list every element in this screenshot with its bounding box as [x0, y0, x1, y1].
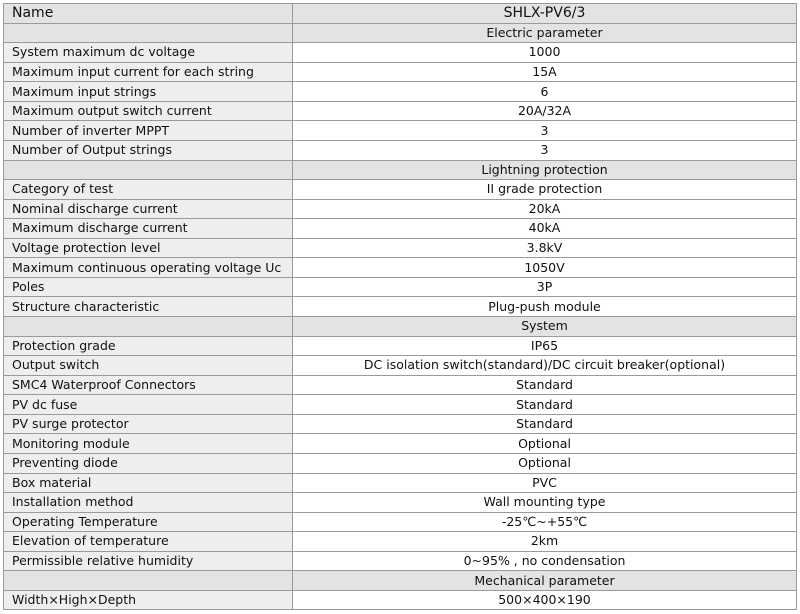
header-model-name: SHLX-PV6/3: [293, 4, 797, 24]
header-name-label: Name: [4, 4, 293, 24]
section-title: Lightning protection: [293, 160, 797, 180]
row-value: 1000: [293, 43, 797, 63]
row-label: Category of test: [4, 180, 293, 200]
row-value: Optional: [293, 434, 797, 454]
row-value: 3P: [293, 277, 797, 297]
row-label: Nominal discharge current: [4, 199, 293, 219]
section-blank-cell: [4, 23, 293, 43]
row-value: 6: [293, 82, 797, 102]
section-title: System: [293, 317, 797, 337]
row-value: PVC: [293, 473, 797, 493]
table-row: [4, 434, 797, 454]
row-value: 3: [293, 121, 797, 141]
row-label: Structure characteristic: [4, 297, 293, 317]
spec-table: [3, 3, 797, 610]
row-value: Optional: [293, 453, 797, 473]
row-value: 15A: [293, 62, 797, 82]
row-label: Maximum discharge current: [4, 219, 293, 239]
row-value: 0~95% , no condensation: [293, 551, 797, 571]
table-row: [4, 414, 797, 434]
section-header-row: [4, 23, 797, 43]
row-value: Plug-push module: [293, 297, 797, 317]
table-row: [4, 551, 797, 571]
section-blank-cell: [4, 317, 293, 337]
table-row: [4, 101, 797, 121]
table-row: [4, 297, 797, 317]
row-label: Preventing diode: [4, 453, 293, 473]
row-label: Number of inverter MPPT: [4, 121, 293, 141]
row-value: 20kA: [293, 199, 797, 219]
row-label: Monitoring module: [4, 434, 293, 454]
row-value: 20A/32A: [293, 101, 797, 121]
table-row: [4, 512, 797, 532]
row-label: Permissible relative humidity: [4, 551, 293, 571]
table-row: [4, 277, 797, 297]
section-header-row: [4, 160, 797, 180]
row-label: Maximum continuous operating voltage Uc: [4, 258, 293, 278]
row-value: Standard: [293, 395, 797, 415]
row-value: Standard: [293, 414, 797, 434]
row-value: IP65: [293, 336, 797, 356]
row-label: SMC4 Waterproof Connectors: [4, 375, 293, 395]
row-value: 3.8kV: [293, 238, 797, 258]
row-label: Operating Temperature: [4, 512, 293, 532]
table-row: [4, 82, 797, 102]
row-value: Wall mounting type: [293, 493, 797, 513]
row-value: 500×400×190: [293, 590, 797, 610]
row-value: 1050V: [293, 258, 797, 278]
row-label: Number of Output strings: [4, 140, 293, 160]
table-header-row: [4, 4, 797, 24]
row-value: 3: [293, 140, 797, 160]
table-row: [4, 258, 797, 278]
section-header-row: [4, 571, 797, 591]
row-label: Maximum output switch current: [4, 101, 293, 121]
table-row: [4, 336, 797, 356]
row-value: 2km: [293, 532, 797, 552]
section-blank-cell: [4, 571, 293, 591]
table-row: [4, 121, 797, 141]
table-row: [4, 395, 797, 415]
table-row: [4, 62, 797, 82]
row-label: Installation method: [4, 493, 293, 513]
table-row: [4, 140, 797, 160]
row-label: Protection grade: [4, 336, 293, 356]
row-label: Output switch: [4, 356, 293, 376]
row-label: Width×High×Depth: [4, 590, 293, 610]
spec-table-body: [4, 4, 797, 610]
row-label: PV dc fuse: [4, 395, 293, 415]
section-title: Mechanical parameter: [293, 571, 797, 591]
table-row: [4, 43, 797, 63]
row-label: System maximum dc voltage: [4, 43, 293, 63]
row-label: Poles: [4, 277, 293, 297]
table-row: [4, 219, 797, 239]
row-label: Maximum input strings: [4, 82, 293, 102]
table-row: [4, 238, 797, 258]
row-value: -25℃~+55℃: [293, 512, 797, 532]
row-label: Maximum input current for each string: [4, 62, 293, 82]
table-row: [4, 473, 797, 493]
row-value: 40kA: [293, 219, 797, 239]
section-header-row: [4, 317, 797, 337]
table-row: [4, 493, 797, 513]
table-row: [4, 180, 797, 200]
row-label: Elevation of temperature: [4, 532, 293, 552]
row-value: II grade protection: [293, 180, 797, 200]
section-blank-cell: [4, 160, 293, 180]
section-title: Electric parameter: [293, 23, 797, 43]
table-row: [4, 590, 797, 610]
table-row: [4, 199, 797, 219]
row-value: DC isolation switch(standard)/DC circuit breaker(optional): [293, 356, 797, 376]
table-row: [4, 375, 797, 395]
row-value: Standard: [293, 375, 797, 395]
table-row: [4, 356, 797, 376]
row-label: PV surge protector: [4, 414, 293, 434]
table-row: [4, 532, 797, 552]
table-row: [4, 453, 797, 473]
row-label: Voltage protection level: [4, 238, 293, 258]
row-label: Box material: [4, 473, 293, 493]
